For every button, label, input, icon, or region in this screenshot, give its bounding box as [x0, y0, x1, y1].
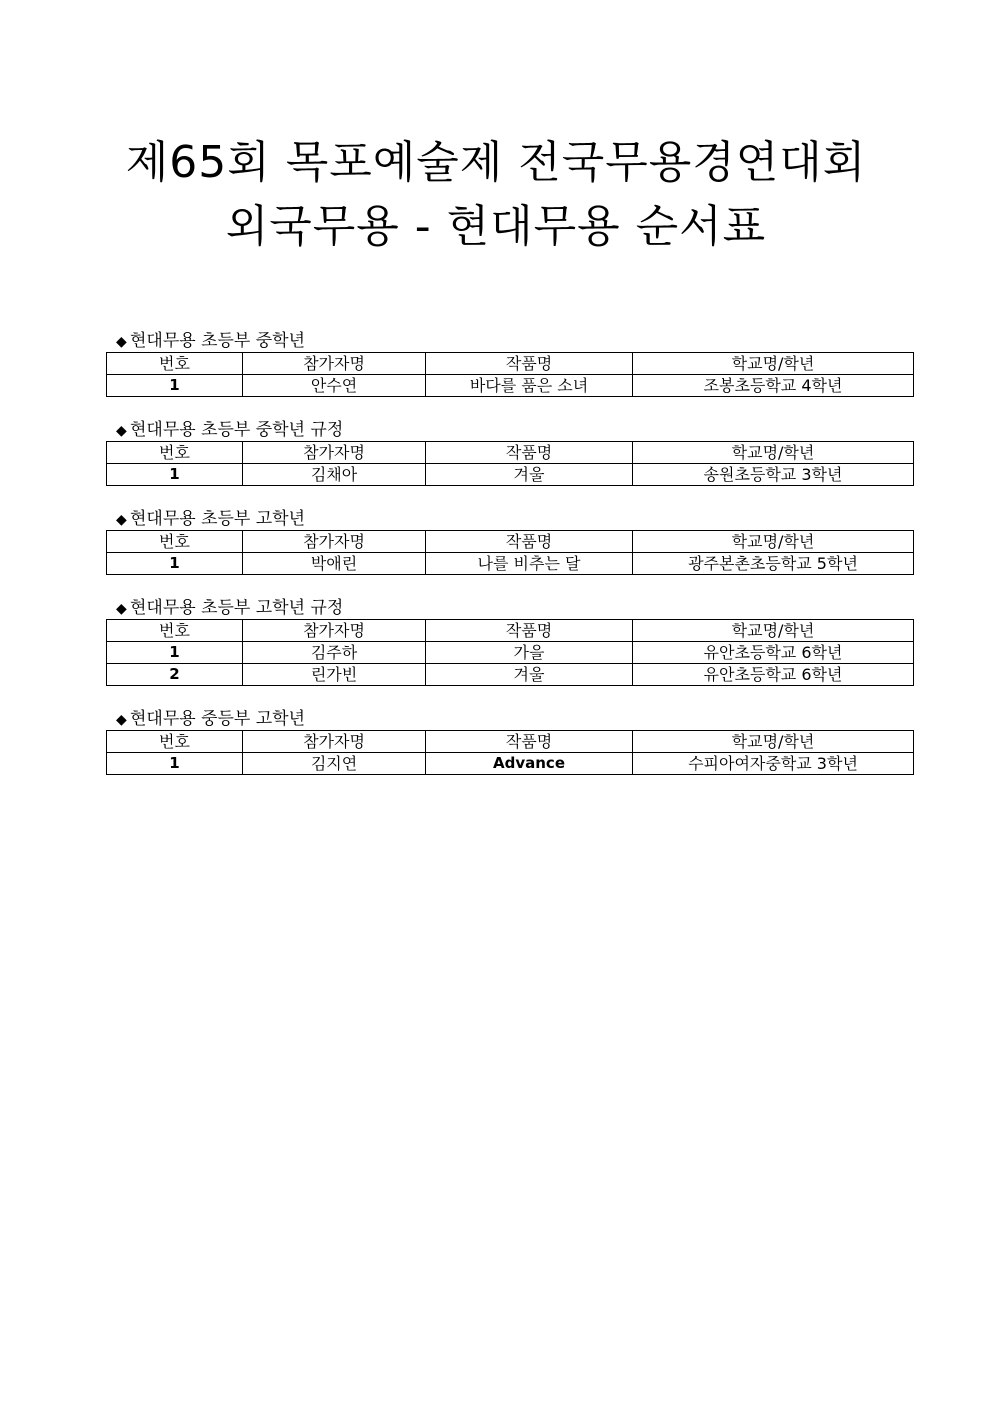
table-row — [107, 664, 914, 686]
table-header-row — [107, 353, 914, 375]
entry-number: 1 — [107, 753, 243, 775]
participant-name: 린가빈 — [243, 664, 426, 686]
diamond-bullet-icon: ◆ — [116, 601, 127, 617]
section-heading — [106, 708, 913, 730]
diamond-bullet-icon: ◆ — [116, 512, 127, 528]
section-heading-text: 현대무용 중등부 고학년 — [130, 709, 306, 729]
entry-number: 1 — [107, 642, 243, 664]
table-row — [107, 464, 914, 486]
column-header: 번호 — [107, 620, 243, 642]
table-row — [107, 375, 914, 397]
work-title: Advance — [426, 753, 633, 775]
section-heading — [106, 508, 913, 530]
column-header: 참가자명 — [243, 731, 426, 753]
participant-name: 김주하 — [243, 642, 426, 664]
diamond-bullet-icon: ◆ — [116, 334, 127, 350]
schedule-table — [106, 352, 914, 397]
column-header: 번호 — [107, 731, 243, 753]
table-header-row — [107, 620, 914, 642]
diamond-bullet-icon: ◆ — [116, 423, 127, 439]
title-line-1: 제65회 목포예술제 전국무용경연대회 — [125, 137, 867, 188]
column-header: 작품명 — [426, 731, 633, 753]
table-header-row — [107, 531, 914, 553]
section-heading-text: 현대무용 초등부 고학년 규정 — [130, 598, 344, 618]
column-header: 참가자명 — [243, 353, 426, 375]
schedule-table — [106, 441, 914, 486]
section-heading — [106, 419, 913, 441]
work-title: 가을 — [426, 642, 633, 664]
schedule-section — [106, 708, 913, 775]
column-header: 작품명 — [426, 620, 633, 642]
table-header-row — [107, 731, 914, 753]
column-header: 학교명/학년 — [633, 531, 914, 553]
school-grade: 유안초등학교 6학년 — [633, 664, 914, 686]
section-heading — [106, 597, 913, 619]
column-header: 학교명/학년 — [633, 353, 914, 375]
column-header: 번호 — [107, 353, 243, 375]
title-line-2: 외국무용 - 현대무용 순서표 — [225, 201, 767, 252]
entry-number: 1 — [107, 375, 243, 397]
column-header: 번호 — [107, 531, 243, 553]
document-title — [0, 132, 992, 258]
section-heading-text: 현대무용 초등부 중학년 — [130, 331, 306, 351]
column-header: 작품명 — [426, 442, 633, 464]
column-header: 참가자명 — [243, 531, 426, 553]
table-row — [107, 753, 914, 775]
participant-name: 김채아 — [243, 464, 426, 486]
section-heading — [106, 330, 913, 352]
table-row — [107, 553, 914, 575]
schedule-table — [106, 530, 914, 575]
schedule-section — [106, 419, 913, 486]
school-grade: 광주본촌초등학교 5학년 — [633, 553, 914, 575]
schedule-section — [106, 330, 913, 397]
work-title: 나를 비추는 달 — [426, 553, 633, 575]
schedule-table — [106, 730, 914, 775]
work-title: 겨울 — [426, 664, 633, 686]
participant-name: 안수연 — [243, 375, 426, 397]
column-header: 번호 — [107, 442, 243, 464]
school-grade: 조봉초등학교 4학년 — [633, 375, 914, 397]
column-header: 참가자명 — [243, 620, 426, 642]
schedule-table — [106, 619, 914, 686]
table-row — [107, 642, 914, 664]
schedule-section — [106, 508, 913, 575]
work-title: 바다를 품은 소녀 — [426, 375, 633, 397]
diamond-bullet-icon: ◆ — [116, 712, 127, 728]
table-header-row — [107, 442, 914, 464]
school-grade: 유안초등학교 6학년 — [633, 642, 914, 664]
schedule-section — [106, 597, 913, 686]
column-header: 작품명 — [426, 353, 633, 375]
section-heading-text: 현대무용 초등부 고학년 — [130, 509, 306, 529]
school-grade: 송원초등학교 3학년 — [633, 464, 914, 486]
participant-name: 김지연 — [243, 753, 426, 775]
entry-number: 2 — [107, 664, 243, 686]
entry-number: 1 — [107, 553, 243, 575]
column-header: 학교명/학년 — [633, 731, 914, 753]
work-title: 겨울 — [426, 464, 633, 486]
column-header: 학교명/학년 — [633, 620, 914, 642]
column-header: 작품명 — [426, 531, 633, 553]
section-heading-text: 현대무용 초등부 중학년 규정 — [130, 420, 344, 440]
schedule-sections — [106, 330, 913, 797]
column-header: 참가자명 — [243, 442, 426, 464]
participant-name: 박애린 — [243, 553, 426, 575]
column-header: 학교명/학년 — [633, 442, 914, 464]
school-grade: 수피아여자중학교 3학년 — [633, 753, 914, 775]
entry-number: 1 — [107, 464, 243, 486]
